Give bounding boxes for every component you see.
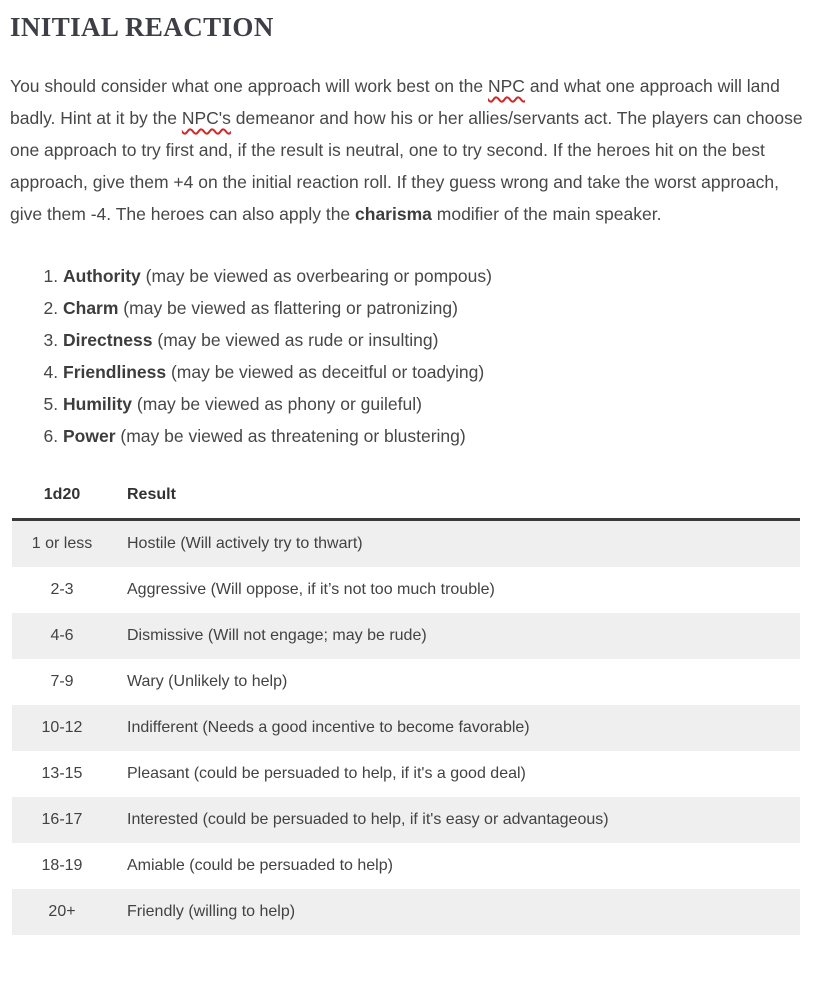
result-cell: Indifferent (Needs a good incentive to become favorable): [127, 719, 530, 736]
reaction-table-body: [12, 520, 800, 936]
result-cell: Dismissive (Will not engage; may be rude): [127, 627, 427, 644]
roll-range-cell: 1 or less: [31, 535, 93, 552]
table-row: [12, 520, 800, 568]
approach-term: Power: [63, 426, 116, 446]
misspelled-word: NPC: [488, 76, 525, 96]
approach-list: [10, 260, 810, 452]
misspelled-word: NPC's: [181, 108, 231, 128]
roll-range-cell: 20+: [48, 903, 76, 920]
approach-item: [63, 292, 810, 324]
roll-range-cell: 10-12: [41, 719, 83, 736]
table-row: [12, 705, 800, 751]
reaction-table: [12, 478, 800, 935]
approach-item: [63, 260, 810, 292]
roll-range-cell: 7-9: [50, 673, 74, 690]
text-segment: and what one approach will land badly. Hint at it by the: [10, 76, 780, 128]
result-cell: Interested (could be persuaded to help, if it's easy or advantageous): [127, 811, 609, 828]
table-row: [12, 797, 800, 843]
column-header-1d20: 1d20: [43, 486, 81, 503]
approach-term: Authority: [63, 266, 141, 286]
result-cell: Hostile (Will actively try to thwart): [127, 535, 363, 552]
approach-item: [63, 420, 810, 452]
result-cell: Amiable (could be persuaded to help): [127, 857, 393, 874]
column-header-result: Result: [127, 486, 176, 503]
table-row: [12, 843, 800, 889]
result-cell: Wary (Unlikely to help): [127, 673, 288, 690]
roll-range-cell: 16-17: [41, 811, 83, 828]
approach-description: (may be viewed as flattering or patronizing): [118, 298, 458, 318]
approach-term: Friendliness: [63, 362, 167, 382]
intro-paragraph: [10, 70, 810, 230]
bold-term: charisma: [355, 204, 432, 224]
table-row: [12, 567, 800, 613]
result-cell: Aggressive (Will oppose, if it’s not too much trouble): [127, 581, 495, 598]
header-row: [12, 478, 800, 520]
table-row: [12, 889, 800, 935]
result-cell: Friendly (willing to help): [127, 903, 296, 920]
approach-term: Humility: [63, 394, 133, 414]
approach-term: Directness: [63, 330, 153, 350]
table-row: [12, 751, 800, 797]
reaction-table-header: [12, 478, 800, 520]
table-row: [12, 659, 800, 705]
approach-term: Charm: [63, 298, 119, 318]
roll-range-cell: 2-3: [50, 581, 74, 598]
text-segment: demeanor and how his or her allies/servants act. The players can choose one approach to try first and, if the result is neutral, one to try second. If the heroes hit on the best approach, give them +4 on the initial reaction roll. If they guess wrong and take the worst approach, give them -4. The heroes can also apply the: [10, 108, 803, 224]
approach-description: (may be viewed as deceitful or toadying): [166, 362, 485, 382]
roll-range-cell: 18-19: [41, 857, 83, 874]
page-title: INITIAL REACTION: [10, 12, 274, 42]
approach-description: (may be viewed as phony or guileful): [132, 394, 422, 414]
roll-range-cell: 4-6: [50, 627, 74, 644]
text-segment: modifier of the main speaker.: [431, 204, 662, 224]
approach-item: [63, 324, 810, 356]
approach-item: [63, 356, 810, 388]
table-row: [12, 613, 800, 659]
roll-range-cell: 13-15: [41, 765, 83, 782]
result-cell: Pleasant (could be persuaded to help, if it's a good deal): [127, 765, 526, 782]
approach-description: (may be viewed as rude or insulting): [152, 330, 439, 350]
approach-item: [63, 388, 810, 420]
approach-description: (may be viewed as overbearing or pompous): [140, 266, 492, 286]
text-segment: You should consider what one approach will work best on the: [10, 76, 488, 96]
approach-description: (may be viewed as threatening or blustering): [115, 426, 466, 446]
